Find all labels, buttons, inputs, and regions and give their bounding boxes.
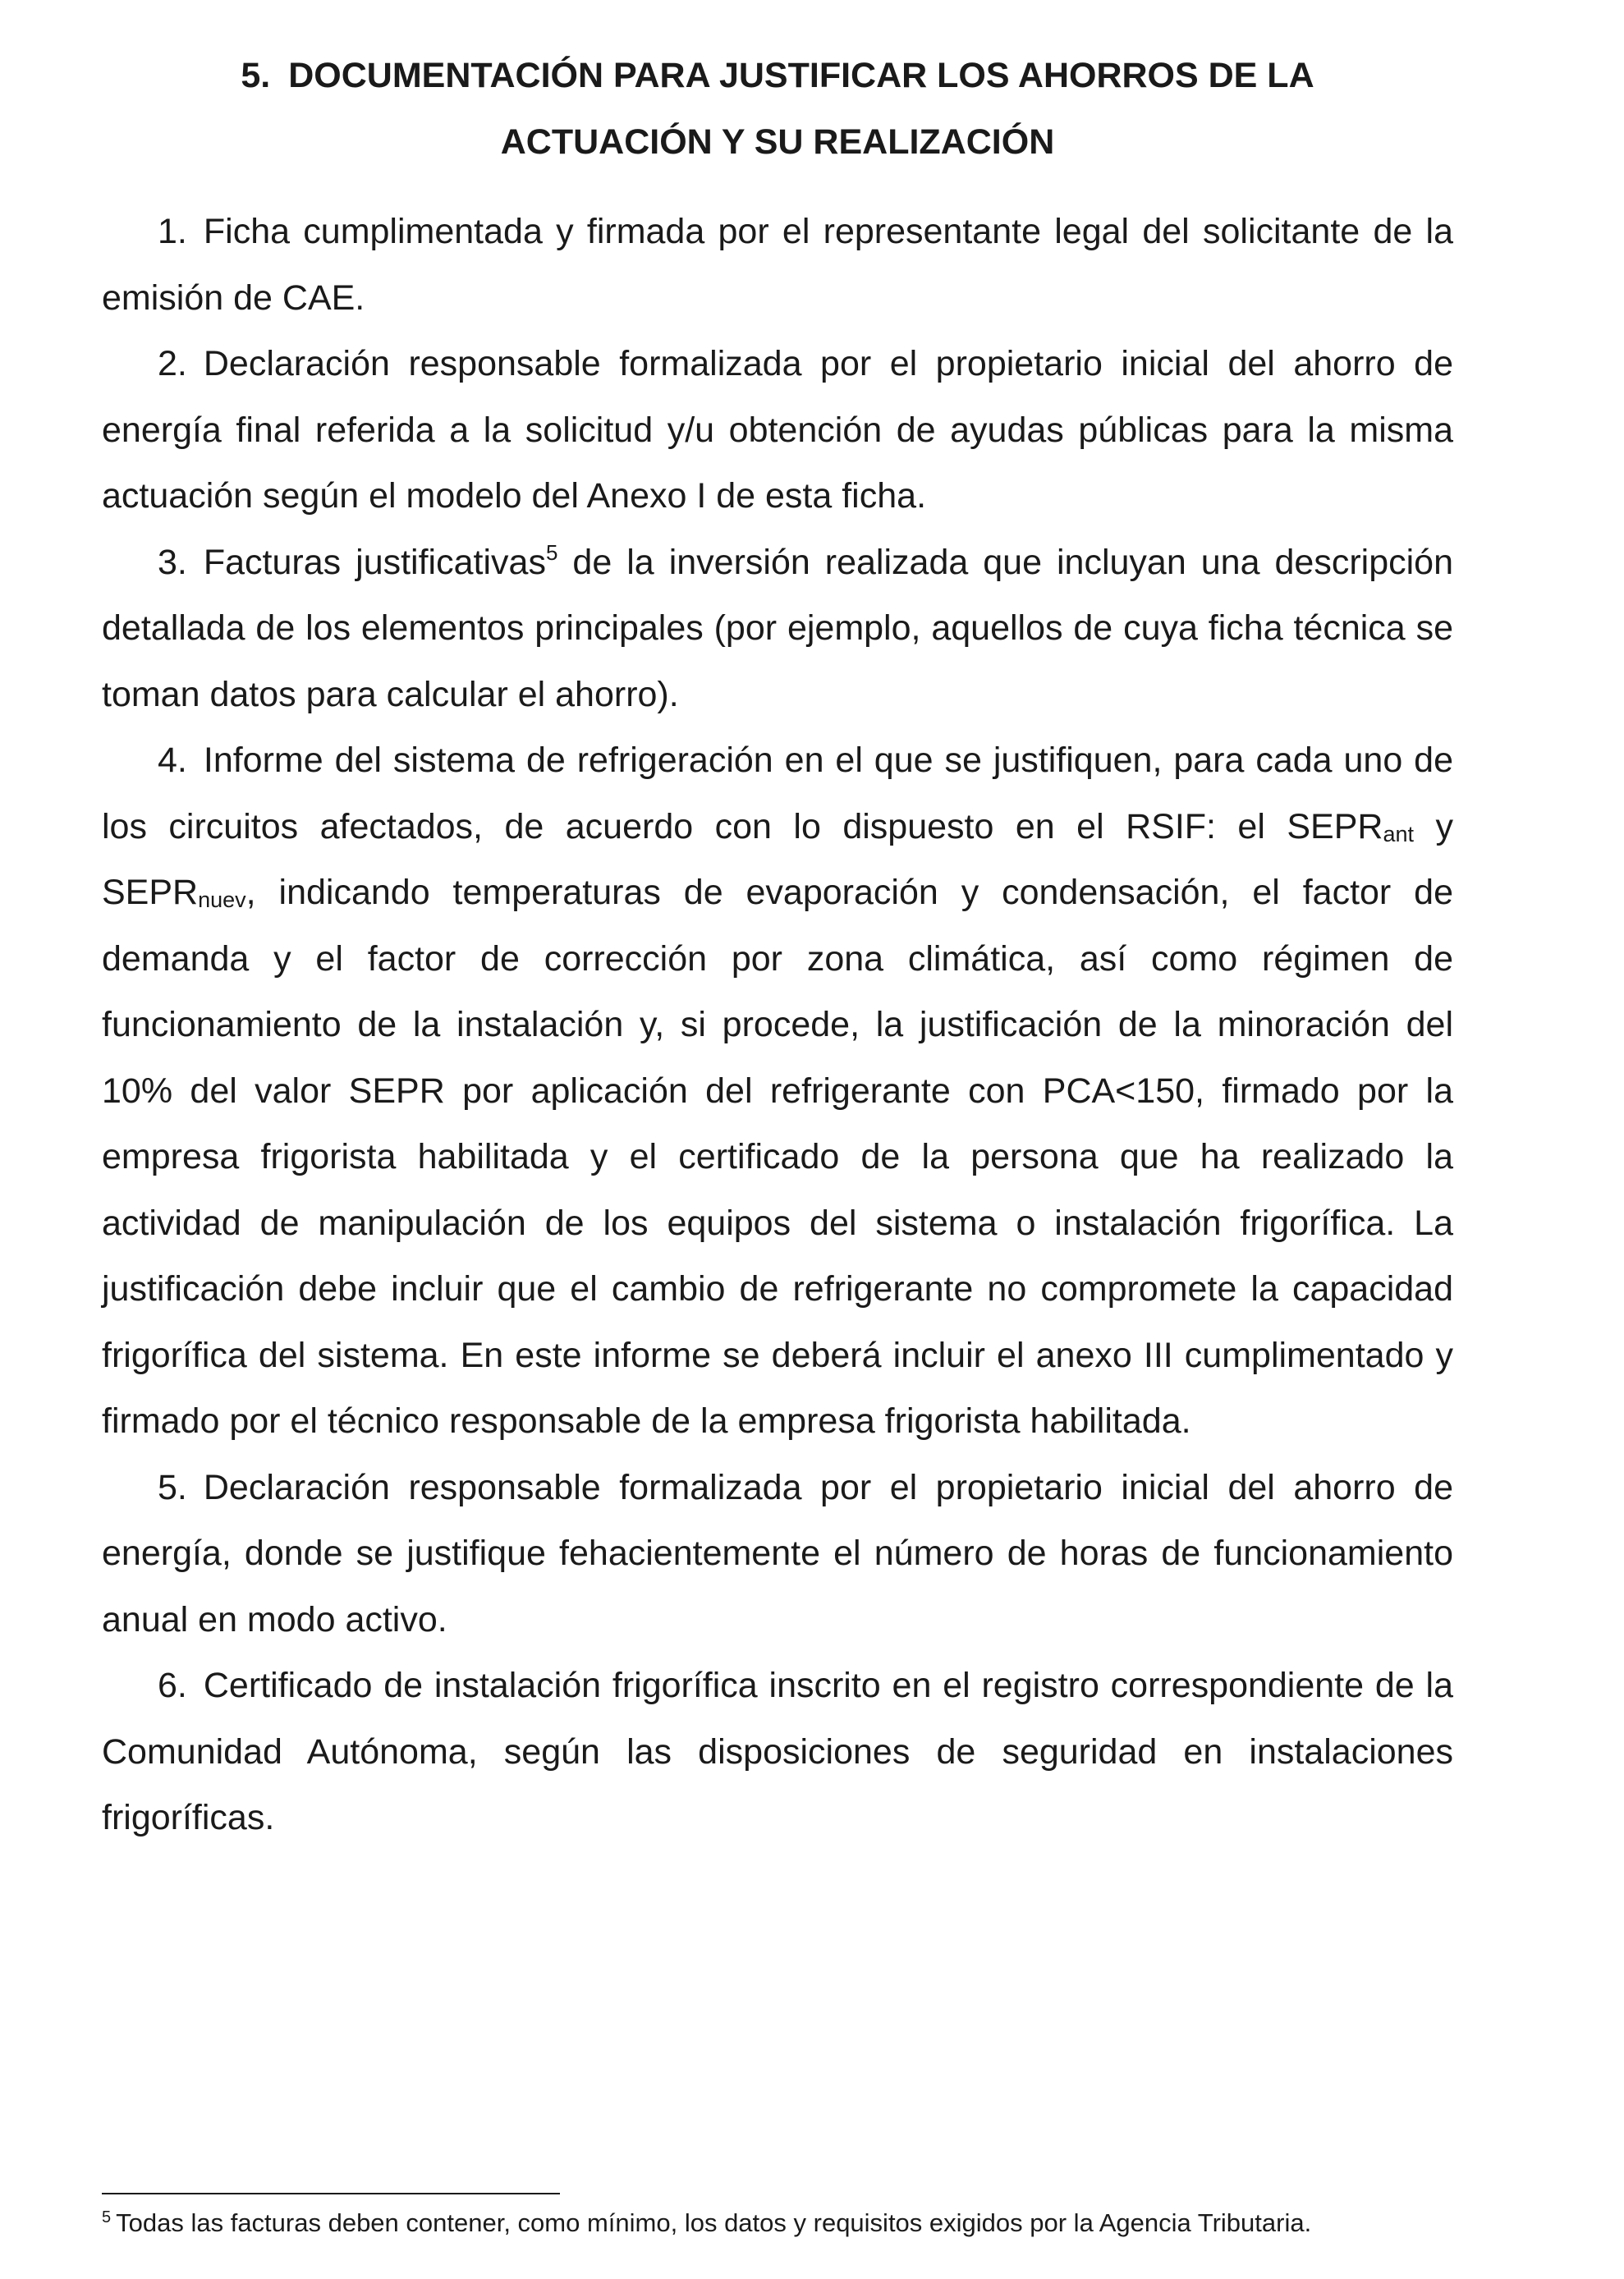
item-text: Ficha cumplimentada y firmada por el representante legal del solicitante de la emisión de CAE. — [102, 212, 1453, 318]
sepr-subscript-ant: ant — [1383, 821, 1415, 846]
footnote-reference: 5 — [545, 539, 558, 565]
sepr-label-ant: SEPR — [1287, 806, 1383, 846]
item-number: 1. — [158, 212, 187, 251]
document-page — [102, 43, 1453, 1851]
sepr-label-nuev: SEPR — [102, 873, 199, 912]
item-text-continued: de la inversión realizada que incluyan una descripción detallada de los elementos principales (por ejemplo, aquellos de cuya ficha técnica se toman datos para calcular el ahorro). — [102, 542, 1453, 714]
item-text: Certificado de instalación frigorífica inscrito en el registro correspondiente de la Comunidad Autónoma, según las disposiciones de seguridad en instalaciones frigoríficas. — [102, 1666, 1453, 1837]
list-item-2 — [102, 331, 1453, 530]
item-text: Facturas justificativas — [203, 542, 546, 582]
item-text: Informe del sistema de refrigeración en el que se justifiquen, para cada uno de los circuitos afectados, de acuerdo con lo dispuesto en el RSIF: el — [102, 741, 1453, 846]
footnote-text: Todas las facturas deben contener, como mínimo, los datos y requisitos exigidos por la Agencia Tributaria. — [116, 2208, 1312, 2237]
list-item-6 — [102, 1653, 1453, 1851]
list-item-4 — [102, 727, 1453, 1455]
section-heading — [102, 43, 1453, 176]
sepr-subscript-nuev: nuev — [198, 887, 246, 912]
item-number: 2. — [158, 344, 187, 383]
item-text-connector: y — [1414, 806, 1453, 846]
item-number: 4. — [158, 741, 187, 780]
footnote — [102, 2207, 1383, 2239]
footnote-marker: 5 — [102, 2208, 112, 2226]
item-text: Declaración responsable formalizada por el propietario inicial del ahorro de energía, donde se justifique fehacientemente el número de horas de funcionamiento anual en modo activo. — [102, 1467, 1453, 1639]
item-number: 6. — [158, 1666, 187, 1705]
section-title-line-1: DOCUMENTACIÓN PARA JUSTIFICAR LOS AHORROS DE LA — [288, 56, 1314, 95]
item-number: 3. — [158, 542, 187, 582]
list-item-5 — [102, 1455, 1453, 1653]
requirements-list — [102, 199, 1453, 1851]
item-number: 5. — [158, 1467, 187, 1507]
section-title-line-2: ACTUACIÓN Y SU REALIZACIÓN — [500, 122, 1055, 162]
section-number: 5. — [241, 56, 271, 95]
list-item-3 — [102, 530, 1453, 728]
item-text: Declaración responsable formalizada por el propietario inicial del ahorro de energía final referida a la solicitud y/u obtención de ayudas públicas para la misma actuación según el modelo del Anexo I de esta ficha. — [102, 344, 1453, 516]
list-item-1 — [102, 199, 1453, 331]
item-text-continued: , indicando temperaturas de evaporación y condensación, el factor de demanda y el factor de corrección por zona climática, así como régimen de funcionamiento de la instalación y, si procede, la justificación de la minoración del 10% del valor SEPR por aplicación del refrigerante con PCA<150, firmado por la empresa frigorista habilitada y el certificado de la persona que ha realizado la actividad de manipulación de los equipos del sistema o instalación frigorífica. La justificación debe incluir que el cambio de refrigerante no compromete la capacidad frigorífica del sistema. En este informe se deberá incluir el anexo III cumplimentado y firmado por el técnico responsable de la empresa frigorista habilitada. — [102, 873, 1453, 1441]
footnote-divider — [102, 2193, 560, 2194]
